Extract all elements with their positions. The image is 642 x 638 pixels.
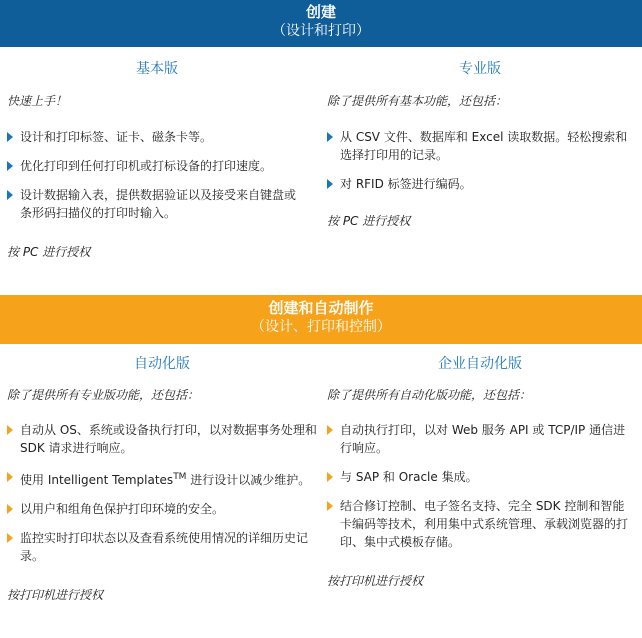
basic-edition-title: 基本版: [136, 61, 178, 77]
create-subtitle: （设计和打印）: [272, 23, 370, 39]
pro-edition-column: [327, 47, 633, 229]
triangle-bullet-icon: [327, 179, 333, 189]
triangle-bullet-icon: [327, 425, 333, 435]
automate-subtitle: （设计、打印和控制）: [251, 319, 391, 335]
automate-title: 创建和自动制作: [268, 299, 374, 317]
list-item: 设计数据输入表，提供数据验证以及接受来自键盘或条形码扫描仪的打印时输入。: [7, 186, 307, 222]
pro-edition-license: 按 PC 进行授权: [327, 214, 411, 228]
triangle-bullet-icon: [7, 504, 13, 514]
list-item: 以用户和组角色保护打印环境的安全。: [7, 500, 317, 518]
automation-edition-title: 自动化版: [134, 356, 190, 372]
automation-edition-intro: 除了提供所有专业版功能，还包括：: [7, 388, 200, 402]
triangle-bullet-icon: [7, 161, 13, 171]
triangle-bullet-icon: [327, 472, 333, 482]
basic-edition-license: 按 PC 进行授权: [7, 245, 91, 259]
list-item: 对 RFID 标签进行编码。: [327, 175, 633, 193]
create-banner: [0, 0, 642, 47]
triangle-bullet-icon: [7, 425, 13, 435]
pro-edition-features: [327, 128, 633, 193]
enterprise-edition-license: 按打印机进行授权: [327, 574, 424, 588]
enterprise-edition-column: [327, 344, 633, 589]
list-item: 从 CSV 文件、数据库和 Excel 读取数据。轻松搜索和选择打印用的记录。: [327, 128, 633, 164]
automation-edition-license: 按打印机进行授权: [7, 588, 104, 602]
list-item: 自动执行打印，以对 Web 服务 API 或 TCP/IP 通信进行响应。: [327, 421, 633, 457]
triangle-bullet-icon: [327, 132, 333, 142]
triangle-bullet-icon: [7, 472, 13, 482]
list-item: 使用 Intelligent Templates™ 进行设计以减少维护。: [7, 468, 317, 489]
pro-edition-intro: 除了提供所有基本功能，还包括：: [327, 94, 508, 108]
triangle-bullet-icon: [327, 501, 333, 511]
triangle-bullet-icon: [7, 132, 13, 142]
automation-edition-column: [7, 344, 317, 603]
automation-edition-features: [7, 421, 317, 565]
automate-section: [0, 344, 642, 638]
list-item: 结合修订控制、电子签名支持、完全 SDK 控制和智能卡编码等技术，利用集中式系统管理、承载浏览器的打印、集中式模板存储。: [327, 497, 633, 551]
triangle-bullet-icon: [7, 190, 13, 200]
list-item: 设计和打印标签、证卡、磁条卡等。: [7, 128, 307, 146]
automate-banner: [0, 295, 642, 344]
list-item: 优化打印到任何打印机或打标设备的打印速度。: [7, 157, 307, 175]
enterprise-edition-title: 企业自动化版: [438, 356, 522, 372]
basic-edition-intro: 快速上手！: [7, 94, 68, 108]
list-item: 与 SAP 和 Oracle 集成。: [327, 468, 633, 486]
basic-edition-column: [7, 47, 307, 260]
pro-edition-title: 专业版: [459, 61, 501, 77]
triangle-bullet-icon: [7, 533, 13, 543]
list-item: 自动从 OS、系统或设备执行打印，以对数据事务处理和 SDK 请求进行响应。: [7, 421, 317, 457]
basic-edition-features: [7, 128, 307, 222]
create-section: [0, 47, 642, 295]
enterprise-edition-features: [327, 421, 633, 551]
create-title: 创建: [305, 3, 336, 21]
trademark-mark: TM: [173, 472, 187, 482]
enterprise-edition-intro: 除了提供所有自动化版功能，还包括：: [327, 388, 532, 402]
list-item: 监控实时打印状态以及查看系统使用情况的详细历史记录。: [7, 529, 317, 565]
